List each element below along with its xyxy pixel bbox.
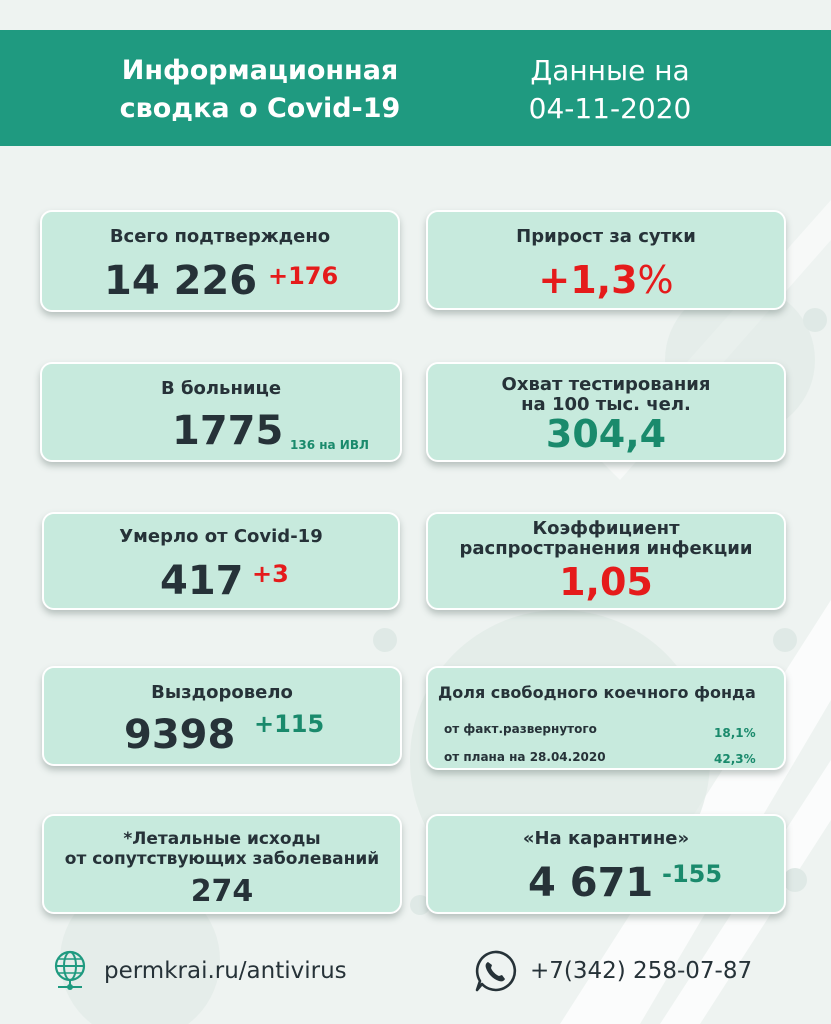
card-daily-growth xyxy=(426,210,786,310)
total-delta: +176 xyxy=(268,262,339,290)
beds-row-plan-label: от плана на 28.04.2020 xyxy=(444,750,606,764)
card-total-confirmed xyxy=(40,210,400,312)
deaths-value: 417 xyxy=(160,558,244,604)
whatsapp-phone-icon xyxy=(472,948,518,994)
globe-icon xyxy=(52,948,88,996)
page-title: Информационная сводка о Covid-19 xyxy=(119,55,401,124)
coefficient-label-line2: распространения инфекции xyxy=(459,538,753,559)
card-free-beds xyxy=(426,666,786,770)
comorbid-label-line1: *Летальные исходы xyxy=(123,829,321,849)
growth-value: +1,3 xyxy=(538,258,638,302)
comorbid-value: 274 xyxy=(190,874,254,909)
deaths-delta: +3 xyxy=(252,560,289,588)
coefficient-value: 1,05 xyxy=(559,560,653,604)
coefficient-label-line1: Коэффициент xyxy=(532,518,680,539)
card-testing-coverage xyxy=(426,362,786,462)
quarantine-value: 4 671 xyxy=(528,860,654,906)
footer-website[interactable] xyxy=(52,948,412,996)
total-label: Всего подтверждено xyxy=(109,226,331,247)
quarantine-label: «На карантине» xyxy=(522,828,690,849)
growth-figure xyxy=(428,258,784,302)
testing-label-line2: на 100 тыс. чел. xyxy=(521,394,691,415)
header-banner xyxy=(0,30,831,146)
website-link[interactable]: permkrai.ru/antivirus xyxy=(104,958,347,984)
recovered-delta: +115 xyxy=(254,710,325,738)
card-hospital xyxy=(40,362,402,462)
report-date: Данные на 04-11-2020 xyxy=(528,54,692,125)
beds-label: Доля свободного коечного фонда xyxy=(438,683,756,702)
card-quarantine xyxy=(426,814,786,914)
phone-number[interactable]: +7(342) 258-07-87 xyxy=(530,958,753,984)
recovered-label: Выздоровело xyxy=(151,682,293,703)
testing-value: 304,4 xyxy=(545,412,667,456)
hospital-value: 1775 xyxy=(172,408,284,454)
card-comorbid-deaths xyxy=(42,814,402,914)
growth-label: Прирост за сутки xyxy=(516,226,696,247)
testing-label-line1: Охват тестирования xyxy=(501,374,711,395)
recovered-value: 9398 xyxy=(124,712,236,758)
total-value: 14 226 xyxy=(104,258,258,304)
card-deaths xyxy=(42,512,400,610)
beds-row-actual-label: от факт.развернутого xyxy=(444,722,597,736)
quarantine-delta: -155 xyxy=(662,860,723,888)
comorbid-label-line2: от сопутствующих заболеваний xyxy=(64,849,380,869)
card-recovered xyxy=(42,666,402,766)
beds-row-plan-value: 42,3% xyxy=(714,752,756,766)
footer-phone[interactable] xyxy=(472,948,792,996)
growth-unit: % xyxy=(637,258,674,302)
hospital-label: В больнице xyxy=(160,378,282,399)
card-spread-coefficient xyxy=(426,512,786,610)
beds-row-actual-value: 18,1% xyxy=(714,726,756,740)
ventilator-note: 136 на ИВЛ xyxy=(290,438,369,452)
deaths-label: Умерло от Covid-19 xyxy=(119,526,323,547)
